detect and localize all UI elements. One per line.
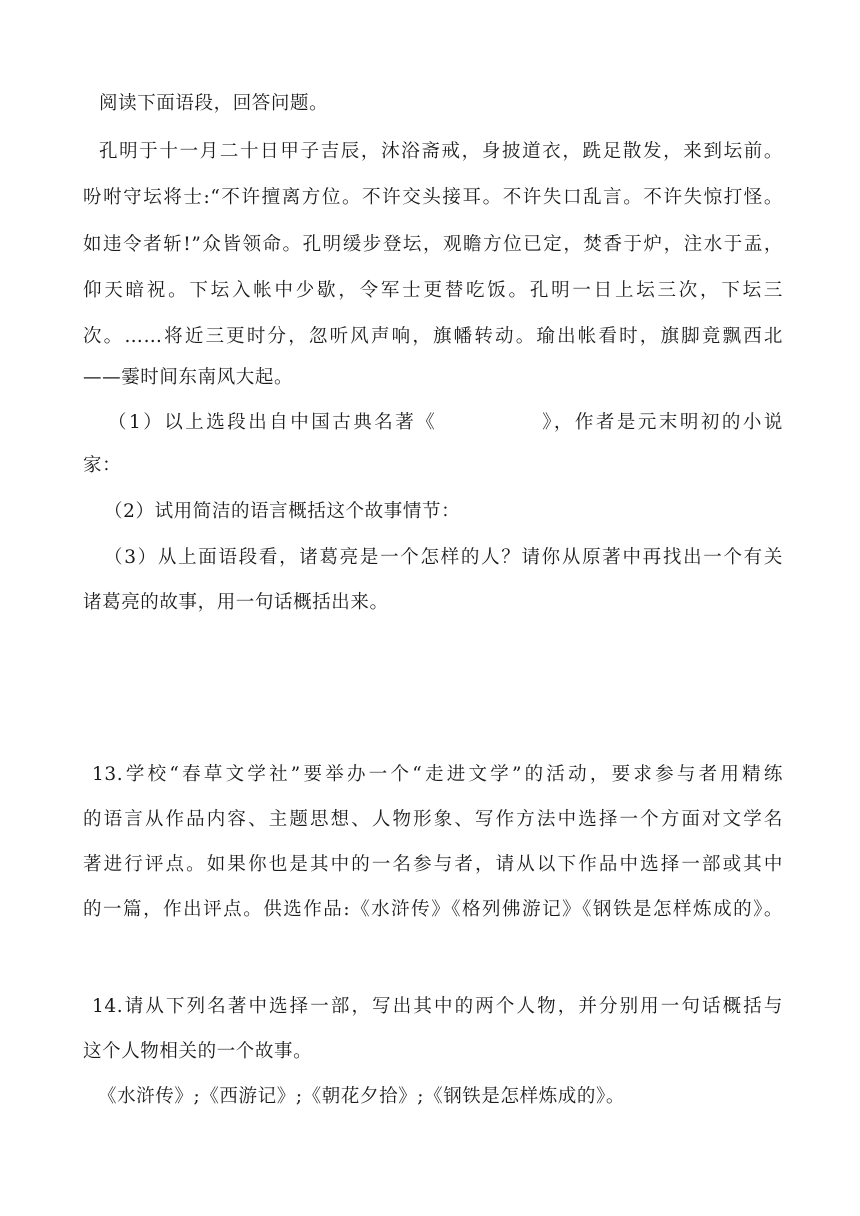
passage-line: 孔明于十一月二十日甲子吉辰，沐浴斋戒，身披道衣，跣足散发，来到坛前。 — [99, 141, 783, 162]
question-3-line: 诸葛亮的故事，用一句话概括出来。 — [83, 592, 389, 613]
question-3-line: （3）从上面语段看，诸葛亮是一个怎样的人？请你从原著中再找出一个有关 — [104, 547, 783, 568]
question-2: （2）试用简洁的语言概括这个故事情节： — [104, 501, 461, 522]
question-1-line: （1）以上选段出自中国古典名著《 》，作者是元末明初的小说 — [108, 412, 783, 433]
question-1-line: 家： — [83, 455, 122, 476]
question-13-line: 的语言从作品内容、主题思想、人物形象、写作方法中选择一个方面对文学名 — [83, 809, 783, 830]
question-14-line: 14.请从下列名著中选择一部，写出其中的两个人物，并分别用一句话概括与 — [92, 996, 783, 1017]
question-14-works: 《水浒传》;《西游记》;《朝花夕拾》;《钢铁是怎样炼成的》。 — [98, 1086, 625, 1107]
question-13-line: 13.学校“春草文学社”要举办一个“走进文学”的活动，要求参与者用精练 — [92, 764, 783, 785]
reading-instruction: 阅读下面语段，回答问题。 — [99, 93, 329, 114]
question-14-line: 这个人物相关的一个故事。 — [83, 1041, 313, 1062]
passage-line: ——霎时间东南风大起。 — [83, 367, 294, 388]
passage-line: 吩咐守坛将士:“不许擅离方位。不许交头接耳。不许失口乱言。不许失惊打怪。 — [83, 187, 783, 208]
question-13-line: 的一篇，作出评点。供选作品:《水浒传》《格列佛游记》《钢铁是怎样炼成的》。 — [83, 899, 783, 920]
passage-line: 如违令者斩!”众皆领命。孔明缓步登坛，观瞻方位已定，焚香于炉，注水于盂， — [83, 234, 783, 255]
passage-line: 次。……将近三更时分，忽听风声响，旗幡转动。瑜出帐看时，旗脚竟飘西北 — [83, 326, 783, 347]
question-13-line: 著进行评点。如果你也是其中的一名参与者，请从以下作品中选择一部或其中 — [83, 854, 783, 875]
passage-line: 仰天暗祝。下坛入帐中少歇，令军士更替吃饭。孔明一日上坛三次，下坛三 — [83, 280, 783, 301]
